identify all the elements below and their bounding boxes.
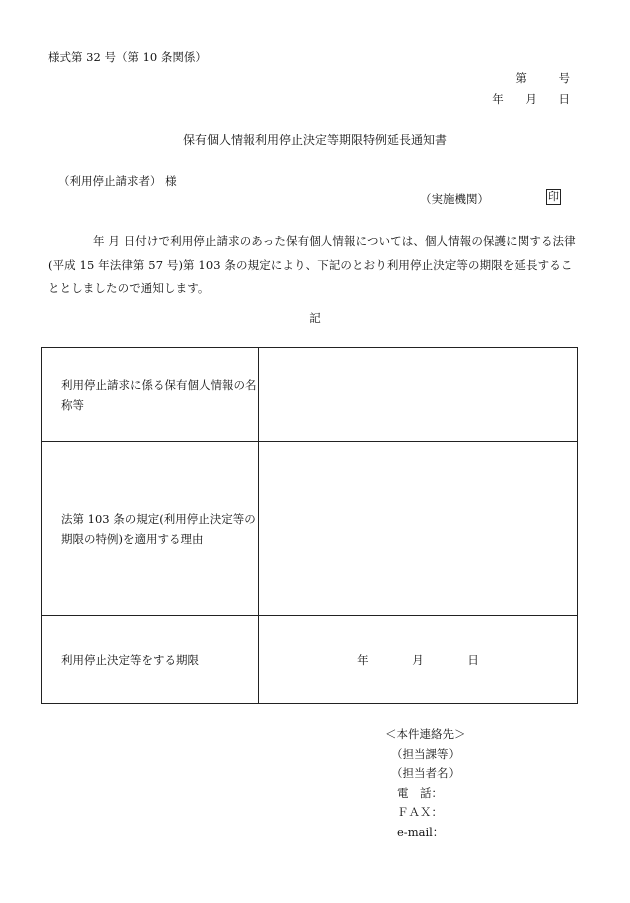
table-row	[42, 616, 578, 704]
target-info-label: 利用停止請求に係る保有個人情報の名称等	[42, 348, 259, 442]
deadline-value: 年 月 日	[259, 616, 578, 704]
ki-heading: 記	[309, 311, 321, 325]
contact-block	[385, 725, 466, 842]
contact-phone: 電 話：	[397, 785, 443, 800]
body-paragraph: 年 月 日付けで利用停止請求のあった保有個人情報については、個人情報の保護に関する法律(平成 15 年法律第 57 号)第 103 条の規定により、下記のとおり利用停止決定等の期限を延長することとしましたので通知します。	[48, 234, 576, 295]
contact-section: （担当課等）	[391, 746, 460, 761]
reason-value	[259, 442, 578, 616]
form-id: 様式第 32 号（第 10 条関係）	[48, 50, 207, 64]
contact-email: e-mail：	[397, 824, 445, 839]
requester-line: （利用停止請求者） 様	[58, 174, 177, 188]
document-number: 第 号	[515, 71, 570, 85]
page-title: 保有個人情報利用停止決定等期限特例延長通知書	[182, 133, 447, 147]
reason-label: 法第 103 条の規定(利用停止決定等の期限の特例)を適用する理由	[42, 442, 259, 616]
document-date: 年 月 日	[492, 92, 570, 106]
contact-person: （担当者名）	[391, 766, 460, 780]
target-info-value	[259, 348, 578, 442]
contact-heading: ＜本件連絡先＞	[385, 727, 466, 741]
seal-mark: 印	[548, 190, 559, 203]
table-row	[42, 442, 578, 616]
agency-label: （実施機関）	[420, 192, 489, 206]
contact-fax: ＦＡＸ：	[397, 805, 443, 819]
table-row	[42, 348, 578, 442]
details-table	[41, 347, 578, 704]
deadline-label: 利用停止決定等をする期限	[42, 616, 259, 704]
